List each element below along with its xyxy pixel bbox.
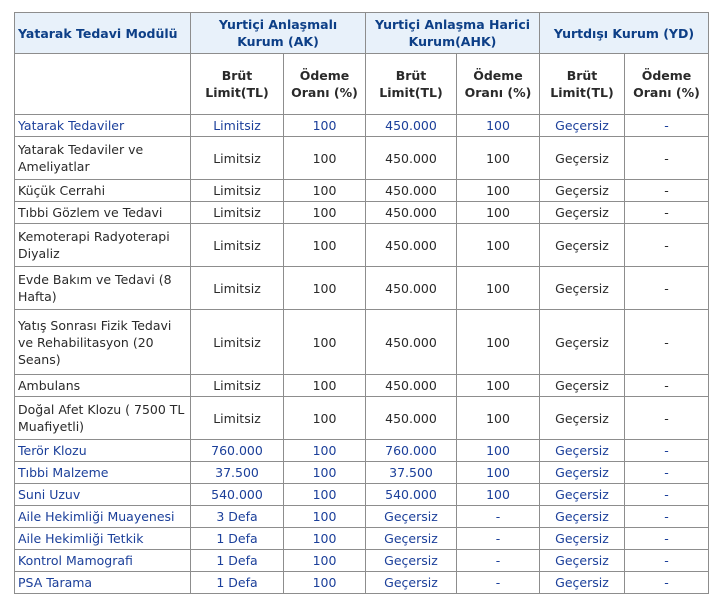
- yd-limit-cell: Geçersiz: [540, 397, 625, 440]
- yd-limit-cell: Geçersiz: [540, 137, 625, 180]
- ak-limit-cell: 37.500: [191, 462, 284, 484]
- ahk-limit-cell: 450.000: [366, 224, 457, 267]
- yd-rate-cell: -: [625, 462, 709, 484]
- ahk-limit-cell: 540.000: [366, 484, 457, 506]
- yd-limit-cell: Geçersiz: [540, 572, 625, 594]
- ahk-limit-cell: Geçersiz: [366, 506, 457, 528]
- table-row: [15, 440, 709, 462]
- ahk-rate-cell: 100: [457, 267, 540, 310]
- ak-payment-rate-header: Ödeme Oranı (%): [284, 54, 366, 115]
- yd-limit-cell: Geçersiz: [540, 375, 625, 397]
- table-row: [15, 375, 709, 397]
- ahk-rate-cell: -: [457, 550, 540, 572]
- ahk-header: Yurtiçi Anlaşma Harici Kurum(AHK): [366, 13, 540, 54]
- ak-rate-cell: 100: [284, 224, 366, 267]
- module-cell: Yatarak Tedaviler ve Ameliyatlar: [15, 137, 191, 180]
- ahk-rate-cell: -: [457, 528, 540, 550]
- ak-rate-cell: 100: [284, 267, 366, 310]
- ahk-rate-cell: 100: [457, 462, 540, 484]
- ahk-rate-cell: 100: [457, 115, 540, 137]
- ahk-limit-cell: Geçersiz: [366, 550, 457, 572]
- yd-rate-cell: -: [625, 375, 709, 397]
- ahk-rate-cell: 100: [457, 397, 540, 440]
- yd-limit-cell: Geçersiz: [540, 440, 625, 462]
- yd-rate-cell: -: [625, 267, 709, 310]
- ak-header: Yurtiçi Anlaşmalı Kurum (AK): [191, 13, 366, 54]
- yd-limit-cell: Geçersiz: [540, 267, 625, 310]
- ak-limit-cell: 540.000: [191, 484, 284, 506]
- table-row: [15, 572, 709, 594]
- ahk-limit-cell: 450.000: [366, 310, 457, 375]
- yd-limit-cell: Geçersiz: [540, 180, 625, 202]
- ak-rate-cell: 100: [284, 572, 366, 594]
- ahk-rate-cell: -: [457, 506, 540, 528]
- ak-limit-cell: Limitsiz: [191, 202, 284, 224]
- benefits-table: [14, 12, 709, 594]
- module-cell: Aile Hekimliği Muayenesi: [15, 506, 191, 528]
- yd-rate-cell: -: [625, 202, 709, 224]
- table-row: [15, 267, 709, 310]
- ahk-rate-cell: 100: [457, 137, 540, 180]
- yd-limit-cell: Geçersiz: [540, 462, 625, 484]
- module-cell: PSA Tarama: [15, 572, 191, 594]
- table-row: [15, 180, 709, 202]
- yd-rate-cell: -: [625, 180, 709, 202]
- table-row: [15, 462, 709, 484]
- ak-limit-cell: 1 Defa: [191, 528, 284, 550]
- ak-rate-cell: 100: [284, 375, 366, 397]
- ak-limit-cell: Limitsiz: [191, 224, 284, 267]
- ahk-limit-cell: 450.000: [366, 202, 457, 224]
- ak-rate-cell: 100: [284, 310, 366, 375]
- ahk-limit-cell: 450.000: [366, 115, 457, 137]
- yd-gross-limit-header: Brüt Limit(TL): [540, 54, 625, 115]
- yd-rate-cell: -: [625, 310, 709, 375]
- table-row: [15, 397, 709, 440]
- module-cell: Yatarak Tedaviler: [15, 115, 191, 137]
- subheader-row: [15, 54, 709, 115]
- table-row: [15, 528, 709, 550]
- module-cell: Yatış Sonrası Fizik Tedavi ve Rehabilitasyon (20 Seans): [15, 310, 191, 375]
- yd-limit-cell: Geçersiz: [540, 528, 625, 550]
- module-cell: Ambulans: [15, 375, 191, 397]
- table-row: [15, 224, 709, 267]
- ahk-rate-cell: 100: [457, 224, 540, 267]
- ak-rate-cell: 100: [284, 180, 366, 202]
- yd-rate-cell: -: [625, 397, 709, 440]
- table-row: [15, 115, 709, 137]
- module-cell: Tıbbi Malzeme: [15, 462, 191, 484]
- ak-rate-cell: 100: [284, 528, 366, 550]
- yd-limit-cell: Geçersiz: [540, 310, 625, 375]
- table-row: [15, 506, 709, 528]
- ahk-limit-cell: Geçersiz: [366, 528, 457, 550]
- ak-limit-cell: 1 Defa: [191, 550, 284, 572]
- module-cell: Suni Uzuv: [15, 484, 191, 506]
- ahk-rate-cell: 100: [457, 180, 540, 202]
- ahk-rate-cell: 100: [457, 375, 540, 397]
- table-row: [15, 202, 709, 224]
- ak-limit-cell: 1 Defa: [191, 572, 284, 594]
- yd-header: Yurtdışı Kurum (YD): [540, 13, 709, 54]
- ak-limit-cell: Limitsiz: [191, 375, 284, 397]
- ahk-limit-cell: 450.000: [366, 267, 457, 310]
- ak-limit-cell: Limitsiz: [191, 397, 284, 440]
- ahk-gross-limit-header: Brüt Limit(TL): [366, 54, 457, 115]
- module-cell: Evde Bakım ve Tedavi (8 Hafta): [15, 267, 191, 310]
- ak-rate-cell: 100: [284, 484, 366, 506]
- ahk-limit-cell: 450.000: [366, 397, 457, 440]
- module-cell: Küçük Cerrahi: [15, 180, 191, 202]
- yd-limit-cell: Geçersiz: [540, 506, 625, 528]
- ak-rate-cell: 100: [284, 115, 366, 137]
- table-row: [15, 484, 709, 506]
- module-cell: Doğal Afet Klozu ( 7500 TL Muafiyetli): [15, 397, 191, 440]
- ahk-limit-cell: 450.000: [366, 180, 457, 202]
- ak-rate-cell: 100: [284, 506, 366, 528]
- yd-rate-cell: -: [625, 137, 709, 180]
- header-row: [15, 13, 709, 54]
- yd-rate-cell: -: [625, 550, 709, 572]
- ak-rate-cell: 100: [284, 202, 366, 224]
- ak-limit-cell: Limitsiz: [191, 137, 284, 180]
- yd-limit-cell: Geçersiz: [540, 550, 625, 572]
- ahk-limit-cell: 450.000: [366, 137, 457, 180]
- module-cell: Kontrol Mamografi: [15, 550, 191, 572]
- ahk-limit-cell: Geçersiz: [366, 572, 457, 594]
- module-subheader-empty: [15, 54, 191, 115]
- table-row: [15, 550, 709, 572]
- ak-rate-cell: 100: [284, 397, 366, 440]
- ahk-payment-rate-header: Ödeme Oranı (%): [457, 54, 540, 115]
- yd-limit-cell: Geçersiz: [540, 202, 625, 224]
- ak-rate-cell: 100: [284, 550, 366, 572]
- ahk-limit-cell: 760.000: [366, 440, 457, 462]
- ak-rate-cell: 100: [284, 137, 366, 180]
- ahk-rate-cell: 100: [457, 202, 540, 224]
- yd-limit-cell: Geçersiz: [540, 484, 625, 506]
- ak-limit-cell: 760.000: [191, 440, 284, 462]
- ahk-limit-cell: 37.500: [366, 462, 457, 484]
- table-row: [15, 310, 709, 375]
- yd-limit-cell: Geçersiz: [540, 224, 625, 267]
- ak-limit-cell: Limitsiz: [191, 267, 284, 310]
- yd-rate-cell: -: [625, 115, 709, 137]
- ahk-rate-cell: 100: [457, 484, 540, 506]
- ak-rate-cell: 100: [284, 440, 366, 462]
- ak-limit-cell: 3 Defa: [191, 506, 284, 528]
- ak-limit-cell: Limitsiz: [191, 115, 284, 137]
- module-cell: Terör Klozu: [15, 440, 191, 462]
- ahk-limit-cell: 450.000: [366, 375, 457, 397]
- yd-rate-cell: -: [625, 572, 709, 594]
- ahk-rate-cell: 100: [457, 440, 540, 462]
- module-header: Yatarak Tedavi Modülü: [15, 13, 191, 54]
- yd-limit-cell: Geçersiz: [540, 115, 625, 137]
- module-cell: Kemoterapi Radyoterapi Diyaliz: [15, 224, 191, 267]
- ak-gross-limit-header: Brüt Limit(TL): [191, 54, 284, 115]
- yd-rate-cell: -: [625, 506, 709, 528]
- yd-rate-cell: -: [625, 484, 709, 506]
- table-row: [15, 137, 709, 180]
- ak-rate-cell: 100: [284, 462, 366, 484]
- yd-rate-cell: -: [625, 528, 709, 550]
- yd-rate-cell: -: [625, 224, 709, 267]
- yd-rate-cell: -: [625, 440, 709, 462]
- module-cell: Aile Hekimliği Tetkik: [15, 528, 191, 550]
- ak-limit-cell: Limitsiz: [191, 180, 284, 202]
- ahk-rate-cell: 100: [457, 310, 540, 375]
- ahk-rate-cell: -: [457, 572, 540, 594]
- module-cell: Tıbbi Gözlem ve Tedavi: [15, 202, 191, 224]
- yd-payment-rate-header: Ödeme Oranı (%): [625, 54, 709, 115]
- ak-limit-cell: Limitsiz: [191, 310, 284, 375]
